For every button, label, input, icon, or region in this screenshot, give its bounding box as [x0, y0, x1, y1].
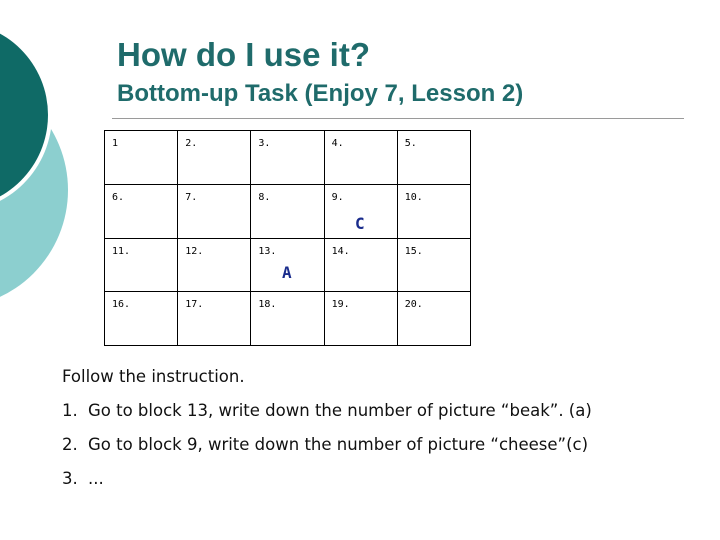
instruction-item [62, 469, 592, 488]
grid-cell: 20. [397, 292, 470, 346]
grid-cell: 2. [178, 131, 251, 185]
instruction-number: 3. [62, 469, 78, 488]
grid-cell: 8. [251, 184, 324, 238]
grid-cell: 18. [251, 292, 324, 346]
grid-cell: 12. [178, 238, 251, 292]
grid-cell: 17. [178, 292, 251, 346]
grid-cell: 14. [324, 238, 397, 292]
instruction-number: 1. [62, 401, 78, 420]
grid-cell: 19. [324, 292, 397, 346]
grid-cell: 3. [251, 131, 324, 185]
grid-cell: 11. [105, 238, 178, 292]
grid-row [105, 292, 471, 346]
grid-cell: 6. [105, 184, 178, 238]
slide-title: How do I use it? [117, 36, 370, 73]
grid-cell: 16. [105, 292, 178, 346]
grid-cell: 10. [397, 184, 470, 238]
instruction-text: Go to block 9, write down the number of picture “cheese”(c) [88, 435, 589, 454]
grid-cell: 13. [251, 238, 324, 292]
instructions-intro: Follow the instruction. [62, 367, 245, 386]
grid-cell: 5. [397, 131, 470, 185]
picture-grid [104, 130, 471, 346]
instruction-number: 2. [62, 435, 78, 454]
grid-cell: 7. [178, 184, 251, 238]
decorative-circles [0, 0, 120, 300]
grid-cell: 4. [324, 131, 397, 185]
marker-a: A [282, 263, 292, 282]
instructions [62, 367, 592, 503]
instruction-item [62, 435, 592, 454]
grid-cell: 15. [397, 238, 470, 292]
instruction-item [62, 401, 592, 420]
title-divider [112, 118, 684, 119]
grid-row [105, 184, 471, 238]
marker-c: C [355, 214, 365, 233]
grid-cell: 1 [105, 131, 178, 185]
instruction-text: Go to block 13, write down the number of picture “beak”. (a) [88, 401, 592, 420]
instruction-text: ... [88, 469, 104, 488]
grid-cell: 9. [324, 184, 397, 238]
grid-row [105, 131, 471, 185]
slide-subtitle: Bottom-up Task (Enjoy 7, Lesson 2) [117, 80, 524, 107]
